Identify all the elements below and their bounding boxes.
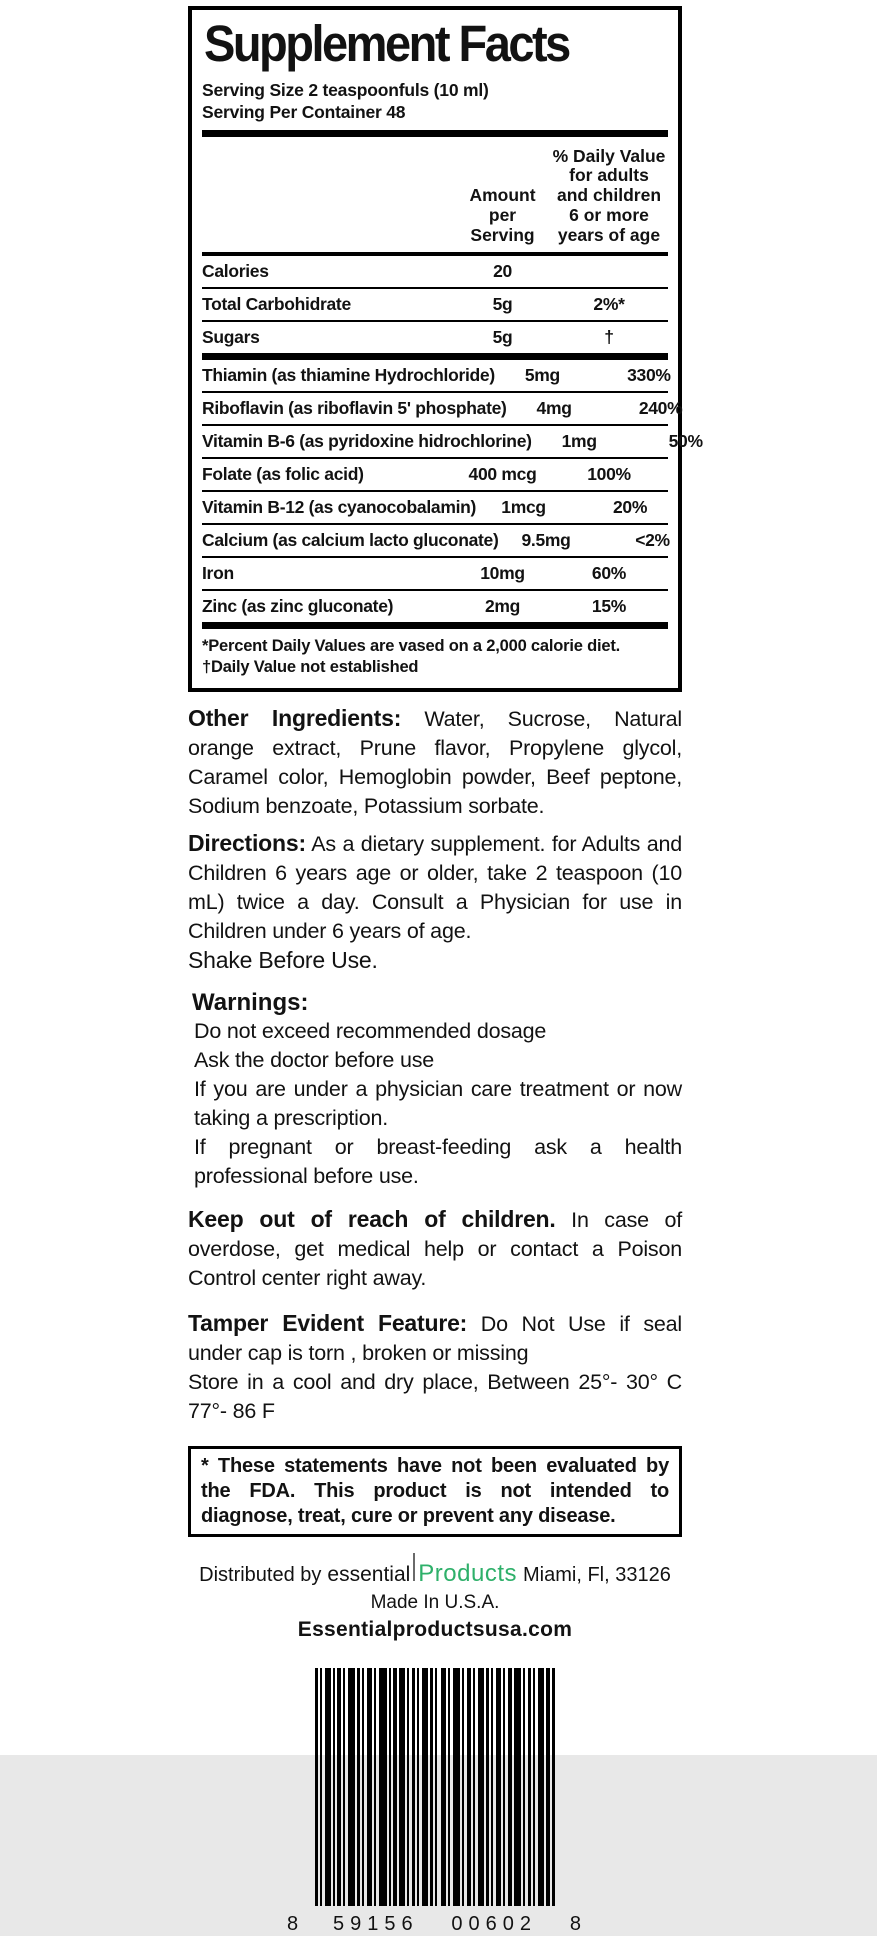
table-row-vitamin-b6: [202, 426, 703, 457]
fda-disclaimer-box: * These statements have not been evaluated by the FDA. This product is not intended to diagnose, treat, cure or prevent any disease.: [188, 1446, 682, 1537]
other-ingredients-label: Other Ingredients:: [188, 705, 402, 732]
thick-rule-bottom: [202, 622, 668, 629]
keep-out-label: Keep out of reach of children.: [188, 1206, 556, 1233]
made-in-usa: Made In U.S.A.: [370, 1592, 500, 1614]
tamper-label: Tamper Evident Feature:: [188, 1310, 468, 1337]
footnotes: [202, 629, 668, 679]
brand-essential: essential: [327, 1563, 411, 1587]
directions-label: Directions:: [188, 830, 306, 857]
row-amount: 1mcg: [501, 496, 546, 517]
row-name: Total Carbohidrate: [202, 293, 351, 314]
barcode-digit-right: 8: [569, 1913, 583, 1936]
table-row-calories: [202, 256, 668, 287]
row-amount: 4mg: [536, 397, 572, 418]
directions-paragraph: [188, 829, 682, 946]
row-dv: 15%: [591, 595, 627, 616]
panel-title: Supplement Facts: [204, 14, 569, 72]
other-ingredients-paragraph: [188, 704, 682, 821]
servings-per-container: Serving Per Container 48: [202, 101, 406, 122]
row-name: Zinc (as zinc gluconate): [202, 595, 394, 616]
table-header-row: [202, 137, 668, 252]
row-amount: 20: [493, 260, 512, 281]
barcode-group-2: 00602: [451, 1913, 538, 1936]
amount-header: [455, 186, 550, 245]
row-amount: 5g: [492, 326, 513, 347]
other-ingredients-text: Water, Sucrose, Natural orange extract, Prune flavor, Propylene glycol, Caramel color, Hemoglobin powder, Beef peptone, Sodium benzoate, Potassium sorbate.: [188, 707, 682, 819]
keep-out-of-reach-paragraph: [188, 1205, 682, 1293]
amount-header-line: per Serving: [470, 204, 535, 245]
barcode-bars: [315, 1668, 555, 1906]
dv-header-line: for adults: [569, 165, 649, 186]
barcode-digits: [285, 1913, 585, 1936]
directions-text: As a dietary supplement. for Adults and Children 6 years age or older, take 2 teaspoon (10 mL) twice a day. Consult a Physician for use in Children under 6 years of age.: [188, 832, 683, 944]
row-dv: †: [604, 326, 614, 347]
row-dv: 20%: [612, 496, 648, 517]
row-name: Sugars: [202, 326, 260, 347]
amount-header-line: Amount: [469, 185, 536, 206]
table-row-vitamin-b12: [202, 492, 668, 523]
row-dv: 60%: [591, 562, 627, 583]
row-dv: 330%: [627, 364, 671, 385]
keep-out-text: In case of overdose, get medical help or contact a Poison Control center right away.: [188, 1208, 682, 1291]
storage-instructions: Store in a cool and dry place, Between 25°- 30° C 77°- 86 F: [188, 1370, 682, 1424]
warning-line: Do not exceed recommended dosage: [194, 1019, 547, 1044]
row-amount: 9.5mg: [521, 529, 571, 550]
row-amount: 1mg: [561, 430, 597, 451]
row-dv: 50%: [668, 430, 703, 451]
row-name: Riboflavin (as riboflavin 5' phosphate): [202, 397, 507, 418]
distributed-by-text: Distributed by: [199, 1564, 322, 1587]
row-name: Vitamin B-6 (as pyridoxine hidrochlorine): [202, 430, 532, 451]
footnote-dagger: †Daily Value not established: [202, 657, 419, 676]
row-name: Vitamin B-12 (as cyanocobalamin): [202, 496, 477, 517]
row-name: Calcium (as calcium lacto gluconate): [202, 529, 499, 550]
row-name: Calories: [202, 260, 269, 281]
barcode-digit-left: 8: [287, 1913, 301, 1936]
row-name: Thiamin (as thiamine Hydrochloride): [202, 364, 495, 385]
row-dv: 2%*: [593, 293, 625, 314]
daily-value-header: [550, 147, 668, 246]
brand-divider-bar: [413, 1553, 415, 1581]
dv-header-line: % Daily Value: [552, 145, 666, 166]
barcode: [285, 1668, 585, 1936]
distributor-city: Miami, Fl, 33126: [523, 1564, 671, 1587]
warning-line: If pregnant or breast-feeding ask a health professional before use.: [194, 1135, 682, 1189]
brand-products: Products: [418, 1560, 518, 1588]
table-row-riboflavin: [202, 393, 683, 424]
serving-size: Serving Size 2 teaspoonfuls (10 ml): [202, 79, 489, 100]
row-dv: 240%: [638, 397, 683, 418]
row-amount: 5mg: [524, 364, 560, 385]
row-amount: 400 mcg: [468, 463, 537, 484]
tamper-evident-paragraph: [188, 1309, 682, 1368]
row-amount: 5g: [492, 293, 513, 314]
dv-header-line: 6 or more: [569, 204, 649, 225]
row-dv: <2%: [635, 529, 670, 550]
distributor-line: [188, 1553, 682, 1588]
label-column: [188, 6, 703, 1936]
website-url: Essentialproductsusa.com: [297, 1618, 573, 1642]
warning-line: If you are under a physician care treatment or now taking a prescription.: [194, 1077, 682, 1131]
warnings-list: [188, 1017, 682, 1191]
table-row-zinc: [202, 591, 668, 622]
dv-header-line: years of age: [557, 224, 661, 245]
table-row-sugars: [202, 322, 668, 353]
dv-header-line: and children: [556, 185, 662, 206]
row-name: Folate (as folic acid): [202, 463, 364, 484]
tamper-text: Do Not Use if seal under cap is torn , broken or missing: [188, 1312, 682, 1366]
row-amount: 2mg: [484, 595, 521, 616]
table-row-thiamin: [202, 360, 671, 391]
row-amount: 10mg: [480, 562, 525, 583]
row-name: Iron: [202, 562, 234, 583]
table-row-folate: [202, 459, 668, 490]
warning-line: Ask the doctor before use: [194, 1048, 435, 1073]
footnote-daily-value: *Percent Daily Values are vased on a 2,000 calorie diet.: [202, 636, 621, 655]
warnings-heading: Warnings:: [192, 989, 309, 1017]
thick-rule-top: [202, 130, 668, 137]
row-dv: 100%: [587, 463, 631, 484]
table-row-carbohydrate: [202, 289, 668, 320]
barcode-group-1: 59156: [332, 1913, 419, 1936]
thick-rule-mid: [202, 353, 668, 360]
shake-before-use: Shake Before Use.: [188, 947, 378, 974]
table-row-calcium: [202, 525, 668, 556]
table-row-iron: [202, 558, 668, 589]
supplement-facts-panel: [188, 6, 703, 692]
